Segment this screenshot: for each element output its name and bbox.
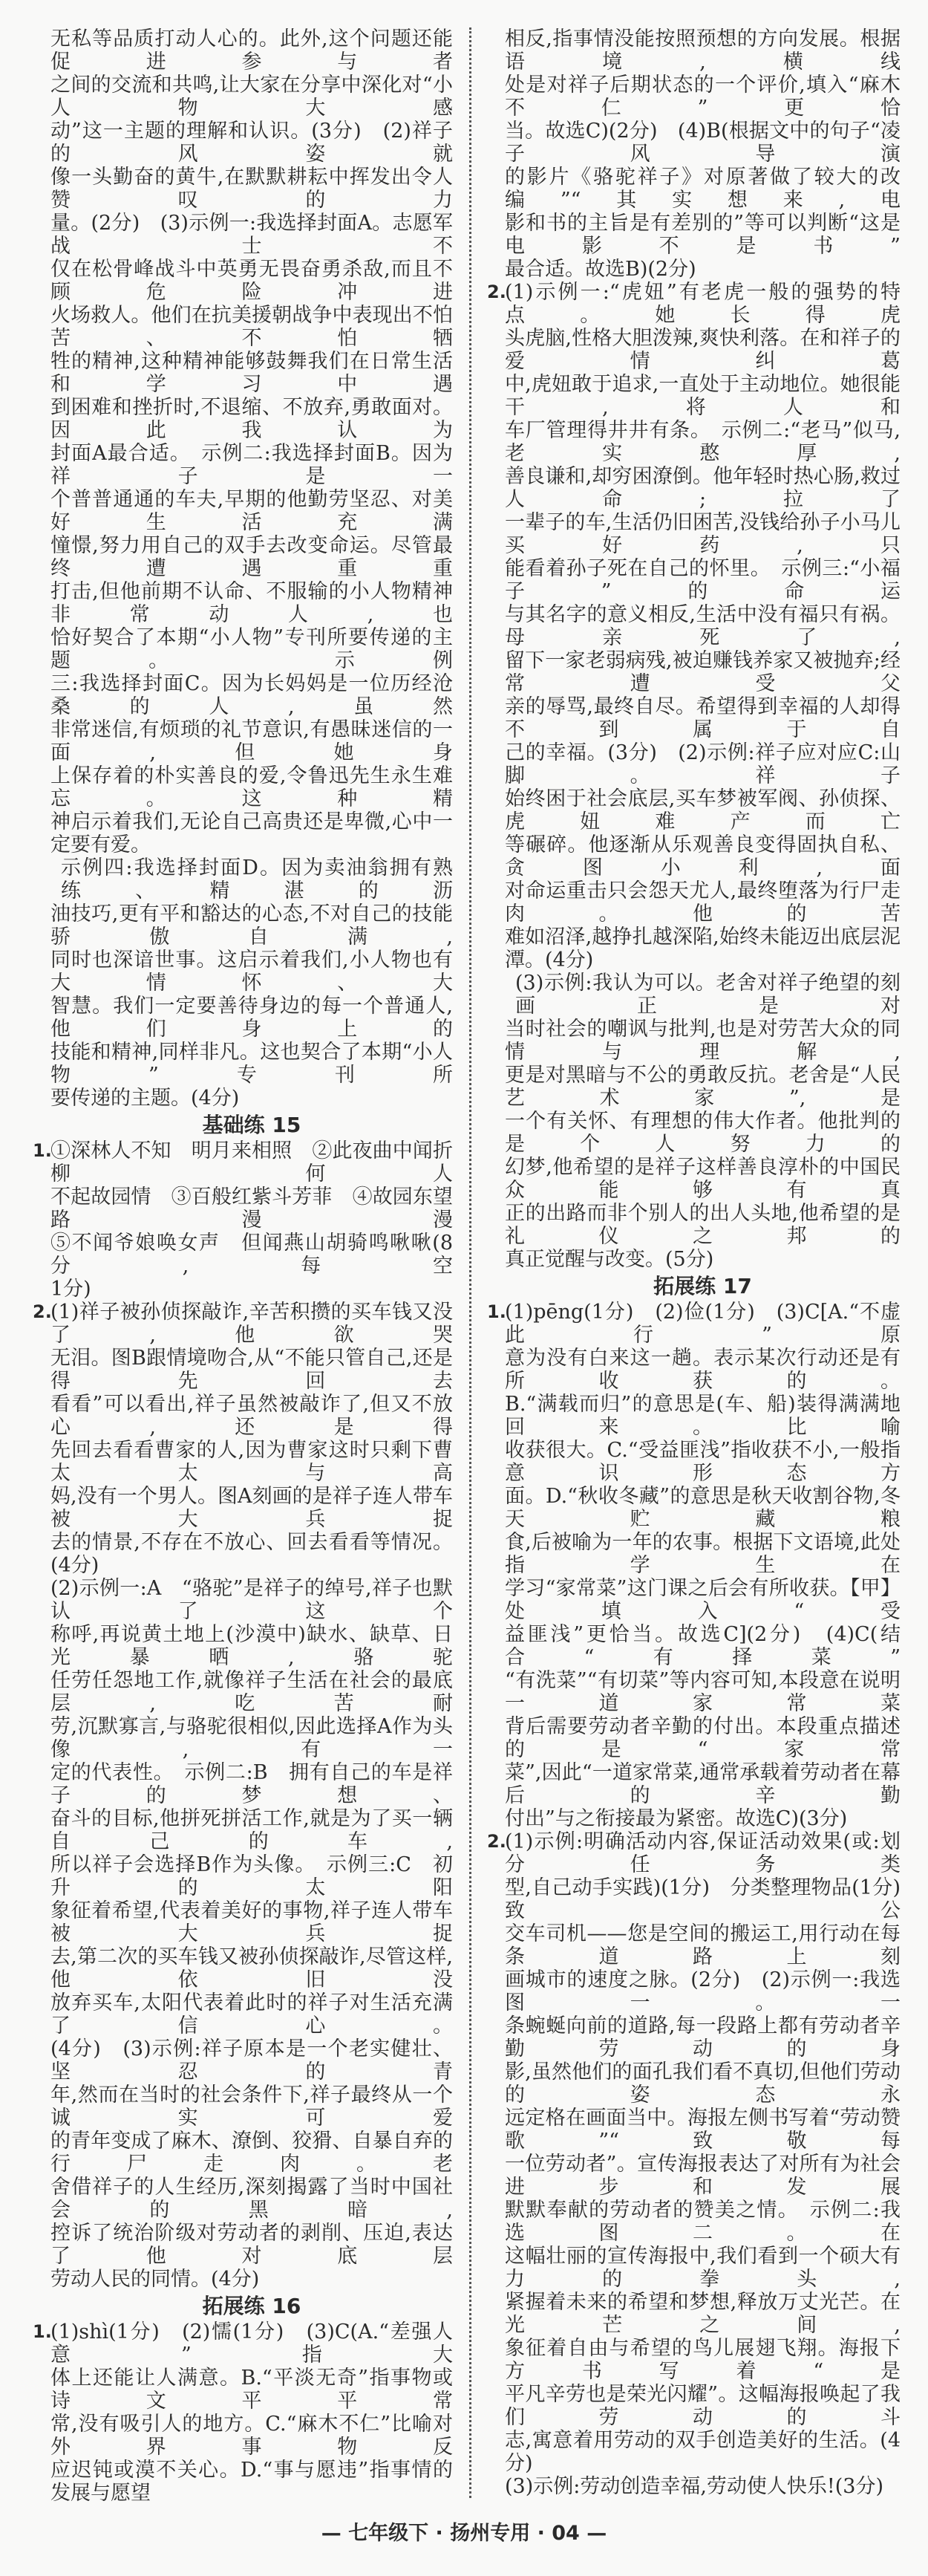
text-line: 始终困于社会底层,买车梦被军阀、孙侦探、虎妞难产而亡 bbox=[505, 787, 901, 833]
text-line: 象征着自由与希望的鸟儿展翅飞翔。海报下方书写着“是 bbox=[505, 2337, 901, 2383]
left-block-extension-16 bbox=[33, 2320, 453, 2505]
answer-paragraph bbox=[487, 281, 901, 972]
text-line: 油技巧,更有平和豁达的心态,不对自己的技能骄傲自满, bbox=[50, 902, 453, 949]
answer-paragraph bbox=[50, 1577, 453, 2291]
text-line: 一辈子的车,生活仍旧困苦,没钱给孙子小马儿买好药,只 bbox=[505, 511, 901, 557]
text-line: 量。(2分) (3)示例一:我选择封面A。志愿军战士不 bbox=[50, 212, 453, 258]
text-line: ①深林人不知 明月来相照 ②此夜曲中闻折柳 何人 bbox=[50, 1139, 453, 1185]
answer-paragraph bbox=[50, 856, 453, 1110]
answer-paragraph bbox=[505, 972, 901, 1271]
text-line: (1)示例一:“虎妞”有老虎一般的强势的特点。她长得虎 bbox=[505, 281, 901, 327]
text-line: 劳动人民的同情。(4分) bbox=[50, 2268, 260, 2291]
text-line: 体上还能让人满意。B.“平淡无奇”指事物或诗文平平常 bbox=[50, 2367, 453, 2413]
text-line: 己的幸福。(3分) (2)示例:祥子应对应C:山脚。祥子 bbox=[505, 741, 901, 787]
answer-paragraph bbox=[487, 1301, 901, 1830]
question-number: 2. bbox=[33, 1301, 52, 1322]
text-line: 等碾碎。他逐渐从乐观善良变得固执自私、贪图小利,面 bbox=[505, 833, 901, 879]
text-line: 紧握着未来的希望和梦想,释放万丈光芒。在光芒之间, bbox=[505, 2291, 901, 2337]
text-line: “有洗菜”“有切菜”等内容可知,本段意在说明一道家常菜 bbox=[505, 1669, 901, 1715]
text-line: 影,虽然他们的面孔我们看不真切,但他们劳动的姿态永 bbox=[505, 2061, 901, 2107]
text-line: 封面A最合适。 示例二:我选择封面B。因为祥子是一 bbox=[50, 442, 453, 488]
left-block-continuation bbox=[50, 27, 453, 1110]
answer-paragraph bbox=[33, 1139, 453, 1301]
text-line: 对命运重击只会怨天尤人,最终堕落为行尸走肉。他的苦 bbox=[505, 879, 901, 926]
text-line: 憧憬,努力用自己的双手去改变命运。尽管最终遭遇重重 bbox=[50, 534, 453, 580]
text-line: 到困难和挫折时,不退缩、不放弃,勇敢面对。因此我认为 bbox=[50, 396, 453, 442]
text-line: 无私等品质打动人心的。此外,这个问题还能促进参与者 bbox=[50, 27, 453, 74]
text-line: 留下一家老弱病残,被迫赚钱养家又被抛弃;经常遭受父 bbox=[505, 649, 901, 695]
text-line: 车厂管理得井井有条。 示例二:“老马”似马,老实憨厚, bbox=[505, 419, 901, 465]
text-line: (3)示例:我认为可以。老舍对祥子绝望的刻画正是对 bbox=[515, 972, 901, 1018]
text-line: 放弃买车,太阳代表着此时的祥子对生活充满了信心。 bbox=[50, 1991, 453, 2037]
left-block-basic-15 bbox=[33, 1139, 453, 2291]
text-line: 控诉了统治阶级对劳动者的剥削、压迫,表达了他对底层 bbox=[50, 2222, 453, 2268]
section-heading-extension-17: 拓展练 17 bbox=[653, 1274, 752, 1298]
text-line: 奋斗的目标,他拼死拼活工作,就是为了买一辆自己的车, bbox=[50, 1807, 453, 1853]
text-line: 面。D.“秋收冬藏”的意思是秋天收割谷物,冬天贮藏粮 bbox=[505, 1485, 901, 1531]
text-line: 中,虎妞敢于追求,一直处于主动地位。她很能干,将人和 bbox=[505, 373, 901, 419]
text-line: 常,没有吸引人的地方。C.“麻木不仁”比喻对外界事物反 bbox=[50, 2413, 453, 2459]
text-line: 难如沼泽,越挣扎越深陷,始终未能迈出底层泥潭。(4分) bbox=[505, 926, 901, 972]
text-line: 称呼,再说黄土地上(沙漠中)缺水、缺草、日光暴晒,骆驼 bbox=[50, 1623, 453, 1669]
text-line: 不起故园情 ③百般红紫斗芳菲 ④故园东望路漫漫 bbox=[50, 1185, 453, 1232]
text-line: 示例四:我选择封面D。因为卖油翁拥有熟练、精湛的沥 bbox=[61, 856, 453, 902]
text-line: (1)shì(1分) (2)懦(1分) (3)C(A.“差强人意”指大 bbox=[50, 2320, 453, 2367]
text-line: 默默奉献的劳动者的赞美之情。 示例二:我选图二。在 bbox=[505, 2199, 901, 2245]
text-line: 仅在松骨峰战斗中英勇无畏奋勇杀敌,而且不顾危险冲进 bbox=[50, 258, 453, 304]
text-line: 这幅壮丽的宣传海报中,我们看到一个硕大有力的拳头, bbox=[505, 2245, 901, 2291]
text-line: 上保存着的朴实善良的爱,令鲁迅先生永生难忘。这种精 bbox=[50, 764, 453, 810]
right-column bbox=[469, 27, 921, 2498]
question-number: 1. bbox=[487, 1301, 506, 1322]
text-line: 志,寓意着用劳动的双手创造美好的生活。(4分) bbox=[505, 2429, 901, 2475]
text-line: 去,第二次的买车钱又被孙侦探敲诈,尽管这样,他依旧没 bbox=[50, 1945, 453, 1991]
question-number: 2. bbox=[487, 1831, 506, 1852]
text-line: 一位劳动者”。宣传海报表达了对所有为社会进步和发展 bbox=[505, 2153, 901, 2199]
text-line: 平凡辛劳也是荣光闪耀”。这幅海报唤起了我们劳动的斗 bbox=[505, 2383, 901, 2429]
text-line: 同时也深谙世事。这启示着我们,小人物也有大情怀、大 bbox=[50, 949, 453, 995]
text-line: 非常迷信,有烦琐的礼节意识,有愚昧迷信的一面,但她身 bbox=[50, 718, 453, 764]
answer-paragraph bbox=[505, 27, 901, 281]
text-line: 所以祥子会选择B作为头像。 示例三:C 初升的太阳 bbox=[50, 1853, 453, 1899]
text-line: 打击,但他前期不认命、不服输的小人物精神非常动人,也 bbox=[50, 580, 453, 626]
question-number: 2. bbox=[487, 282, 506, 302]
text-line: 无泪。图B跟情境吻合,从“不能只管自己,还是得先回去 bbox=[50, 1347, 453, 1393]
text-line: 画城市的速度之脉。(2分) (2)示例一:我选图一。一 bbox=[505, 1968, 901, 2014]
text-line: 定的代表性。 示例二:B 拥有自己的车是祥子的梦想、 bbox=[50, 1761, 453, 1807]
text-line: 幻梦,他希望的是祥子这样善良淳朴的中国民众能够有真 bbox=[505, 1156, 901, 1202]
text-line: 火场救人。他们在抗美援朝战争中表现出不怕苦、不怕牺 bbox=[50, 304, 453, 350]
text-line: 要传递的主题。(4分) bbox=[50, 1087, 240, 1110]
text-line: 菜”,因此“一道家常菜,通常承载着劳动者在幕后的辛勤 bbox=[505, 1761, 901, 1807]
text-line: 1分) bbox=[50, 1278, 91, 1301]
answer-paragraph bbox=[33, 1301, 453, 1577]
answer-paragraph bbox=[50, 27, 453, 856]
text-line: 先回去看看曹家的人,因为曹家这时只剩下曹太太与高 bbox=[50, 1439, 453, 1485]
text-line: 交车司机——您是空间的搬运工,用行动在每条道路上刻 bbox=[505, 1922, 901, 1968]
text-line: 一个有关怀、有理想的伟大作者。他批判的是个人努力的 bbox=[505, 1110, 901, 1156]
question-number: 1. bbox=[33, 1140, 52, 1161]
text-line: 当。故选C)(2分) (4)B(根据文中的句子“凌子风导演 bbox=[505, 120, 901, 166]
text-line: 条蜿蜒向前的道路,每一段路上都有劳动者辛勤劳动的身 bbox=[505, 2014, 901, 2061]
text-line: 付出”与之衔接最为紧密。故选C)(3分) bbox=[505, 1807, 848, 1830]
text-line: 处是对祥子后期状态的一个评价,填入“麻木不仁”更恰 bbox=[505, 74, 901, 120]
text-line: 三:我选择封面C。因为长妈妈是一位历经沧桑的人,虽然 bbox=[50, 672, 453, 718]
text-line: 意为没有白来这一趟。表示某次行动还是有所收获的。 bbox=[505, 1347, 901, 1393]
two-column-layout bbox=[0, 27, 928, 2505]
text-line: 正的出路而非个别人的出人头地,他希望的是礼仪之邦的 bbox=[505, 1202, 901, 1248]
answer-paragraph bbox=[505, 2475, 901, 2498]
section-heading-basic-15: 基础练 15 bbox=[202, 1113, 301, 1137]
section-heading-extension-16: 拓展练 16 bbox=[202, 2294, 301, 2318]
text-line: 收获很大。C.“受益匪浅”指收获不小,一般指意识形态方 bbox=[505, 1439, 901, 1485]
text-line: (1)pēng(1分) (2)俭(1分) (3)C[A.“不虚此行”原 bbox=[505, 1301, 901, 1347]
right-block-extension-17 bbox=[487, 1301, 921, 2498]
text-line: 神启示着我们,无论自己高贵还是卑微,心中一定要有爱。 bbox=[50, 810, 453, 856]
left-column bbox=[33, 27, 453, 2505]
text-line: 善良谦和,却穷困潦倒。他年轻时热心肠,救过人命;拉了 bbox=[505, 465, 901, 511]
text-line: 的青年变成了麻木、潦倒、狡猾、自暴自弃的行尸走肉。老 bbox=[50, 2130, 453, 2176]
text-line: 任劳任怨地工作,就像祥子生活在社会的最底层,吃苦耐 bbox=[50, 1669, 453, 1715]
text-line: (1)示例:明确活动内容,保证活动效果(或:划分任务类 bbox=[505, 1830, 901, 1876]
text-line: 劳,沉默寡言,与骆驼很相似,因此选择A作为头像,有一 bbox=[50, 1715, 453, 1761]
text-line: 当时社会的嘲讽与批判,也是对劳苦大众的同情与理解, bbox=[505, 1018, 901, 1064]
answer-paragraph bbox=[33, 2320, 453, 2505]
text-line: 能看着孙子死在自己的怀里。 示例三:“小福子”的命运 bbox=[505, 557, 901, 603]
text-line: 象征着希望,代表着美好的事物,祥子连人带车被大兵捉 bbox=[50, 1899, 453, 1945]
text-line: 食,后被喻为一年的农事。根据下文语境,此处指学生在 bbox=[505, 1531, 901, 1577]
text-line: 牲的精神,这种精神能够鼓舞我们在日常生活和学习中遇 bbox=[50, 350, 453, 396]
text-line: 妈,没有一个男人。图A刻画的是祥子连人带车被大兵捉 bbox=[50, 1485, 453, 1531]
text-line: 应迟钝或漠不关心。D.“事与愿违”指事情的发展与愿望 bbox=[50, 2459, 453, 2505]
text-line: 益匪浅”更恰当。故选C](2分) (4)C(结合“有择菜” bbox=[505, 1623, 901, 1669]
right-block-extension-16-cont bbox=[487, 27, 901, 1271]
text-line: 头虎脑,性格大胆泼辣,爽快利落。在和祥子的爱情纠葛 bbox=[505, 327, 901, 373]
text-line: ⑤不闻爷娘唤女声 但闻燕山胡骑鸣啾啾(8分,每空 bbox=[50, 1232, 453, 1278]
page-footer: — 七年级下 · 扬州专用 · 04 — bbox=[321, 2522, 607, 2545]
text-line: 真正觉醒与改变。(5分) bbox=[505, 1248, 714, 1271]
answer-paragraph bbox=[487, 1830, 921, 2475]
text-line: 更是对黑暗与不公的勇敢反抗。老舍是“人民艺术家”,是 bbox=[505, 1064, 901, 1110]
text-line: (4分) (3)示例:祥子原本是一个老实健壮、坚忍的青 bbox=[50, 2037, 453, 2084]
text-line: 最合适。故选B)(2分) bbox=[505, 258, 696, 281]
question-number: 1. bbox=[33, 2321, 52, 2342]
text-line: 学习“家常菜”这门课之后会有所收获。【甲】处填入“受 bbox=[505, 1577, 901, 1623]
text-line: 背后需要劳动者辛勤的付出。本段重点描述的是“家常 bbox=[505, 1715, 901, 1761]
text-line: 的影片《骆驼祥子》对原著做了较大的改编”“其实想来,电 bbox=[505, 166, 901, 212]
text-line: 与其名字的意义相反,生活中没有福只有祸。母亲死了, bbox=[505, 603, 901, 649]
text-line: 型,自己动手实践)(1分) 分类整理物品(1分) 致公 bbox=[505, 1876, 921, 1922]
text-line: B.“满载而归”的意思是(车、船)装得满满地回来。比喻 bbox=[505, 1393, 901, 1439]
text-line: 动”这一主题的理解和认识。(3分) (2)祥子的风姿就 bbox=[50, 120, 453, 166]
text-line: 亲的辱骂,最终自尽。希望得到幸福的人却得不到属于自 bbox=[505, 695, 901, 741]
text-line: 像一头勤奋的黄牛,在默默耕耘中挥发出令人赞叹的力 bbox=[50, 166, 453, 212]
text-line: (3)示例:劳动创造幸福,劳动使人快乐!(3分) bbox=[505, 2475, 884, 2498]
text-line: 看看”可以看出,祥子虽然被敲诈了,但又不放心,还是得 bbox=[50, 1393, 453, 1439]
text-line: 去的情景,不存在不放心、回去看看等情况。(4分) bbox=[50, 1531, 453, 1577]
text-line: 技能和精神,同样非凡。这也契合了本期“小人物”专刊所 bbox=[50, 1041, 453, 1087]
text-line: (1)祥子被孙侦探敲诈,辛苦积攒的买车钱又没了,他欲哭 bbox=[50, 1301, 453, 1347]
text-line: 影和书的主旨是有差别的”等可以判断“这是电影不是书” bbox=[505, 212, 901, 258]
text-line: 远定格在画面当中。海报左侧书写着“劳动赞歌”“致敬每 bbox=[505, 2107, 901, 2153]
text-line: (2)示例一:A “骆驼”是祥子的绰号,祥子也默认了这个 bbox=[50, 1577, 453, 1623]
text-line: 个普普通通的车夫,早期的他勤劳坚忍、对美好生活充满 bbox=[50, 488, 453, 534]
text-line: 舍借祥子的人生经历,深刻揭露了当时中国社会的黑暗, bbox=[50, 2176, 453, 2222]
text-line: 恰好契合了本期“小人物”专刊所要传递的主题。 示例 bbox=[50, 626, 453, 672]
text-line: 之间的交流和共鸣,让大家在分享中深化对“小人物大感 bbox=[50, 74, 453, 120]
text-line: 年,然而在当时的社会条件下,祥子最终从一个诚实可爱 bbox=[50, 2084, 453, 2130]
text-line: 智慧。我们一定要善待身边的每一个普通人,他们身上的 bbox=[50, 995, 453, 1041]
text-line: 相反,指事情没能按照预想的方向发展。根据语境,横线 bbox=[505, 27, 901, 74]
